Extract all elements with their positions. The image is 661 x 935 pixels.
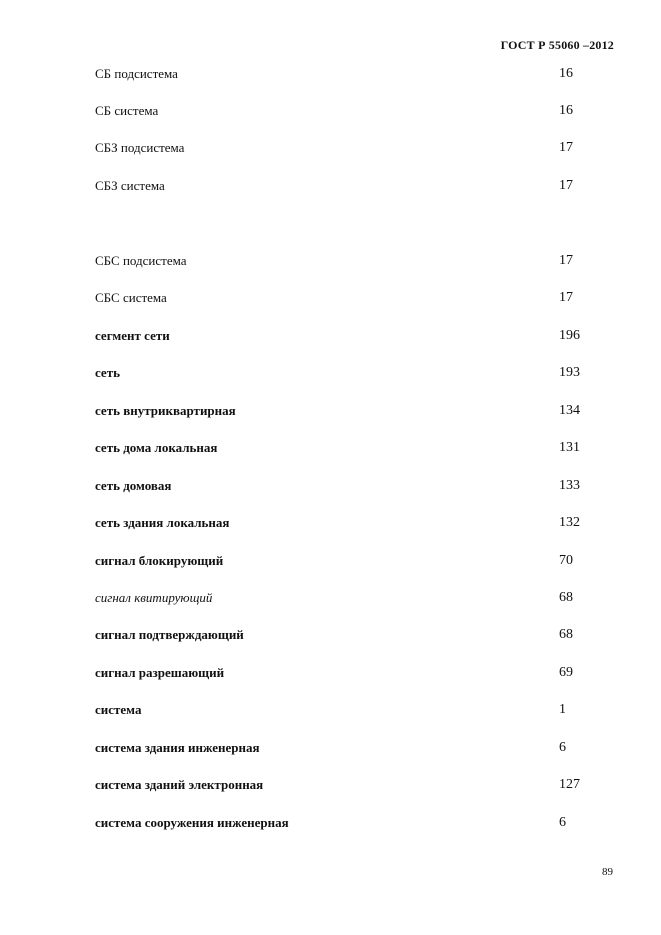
- index-term: сигнал блокирующий: [95, 553, 224, 568]
- index-page-number: 132: [559, 515, 580, 530]
- index-page-number: 1: [559, 702, 566, 717]
- index-term: сеть дома локальная: [95, 440, 218, 455]
- index-term: СБЗ подсистема: [95, 140, 185, 155]
- index-entry: [0, 665, 661, 685]
- index-entry: [0, 440, 661, 460]
- index-term: СБ система: [95, 103, 159, 118]
- index-page-number: 17: [559, 140, 573, 155]
- index-term: система зданий электронная: [95, 777, 264, 792]
- index-entry: [0, 66, 661, 86]
- index-entry: [0, 365, 661, 385]
- index-entry: [0, 515, 661, 535]
- index-term: СБЗ система: [95, 178, 165, 193]
- index-term: сеть домовая: [95, 478, 172, 493]
- index-entry: [0, 253, 661, 273]
- index-page-number: 6: [559, 740, 566, 755]
- index-term: сегмент сети: [95, 328, 170, 343]
- index-page-number: 133: [559, 478, 580, 493]
- index-entry: [0, 815, 661, 835]
- index-page-number: 134: [559, 403, 580, 418]
- index-entry: [0, 140, 661, 160]
- index-page-number: 68: [559, 590, 573, 605]
- document-header: ГОСТ Р 55060 –2012: [500, 38, 614, 52]
- page-number: 89: [602, 866, 613, 878]
- index-page-number: 16: [559, 66, 573, 81]
- index-page-number: 17: [559, 253, 573, 268]
- index-page-number: 193: [559, 365, 580, 380]
- index-entry: [0, 290, 661, 310]
- index-page-number: 196: [559, 328, 580, 343]
- index-entry: [0, 178, 661, 198]
- index-term: СБ подсистема: [95, 66, 178, 81]
- index-page-number: 127: [559, 777, 580, 792]
- index-term: сеть: [95, 365, 120, 380]
- index-term: система сооружения инженерная: [95, 815, 289, 830]
- index-entry: [0, 702, 661, 722]
- index-term: сигнал разрешающий: [95, 665, 225, 680]
- index-page-number: 17: [559, 290, 573, 305]
- index-term: сеть здания локальная: [95, 515, 230, 530]
- index-term: сигнал квитирующий: [95, 590, 213, 605]
- index-term: сигнал подтверждающий: [95, 627, 244, 642]
- index-entry: [0, 103, 661, 123]
- index-page-number: 16: [559, 103, 573, 118]
- index-entry: [0, 740, 661, 760]
- index-page-number: 17: [559, 178, 573, 193]
- index-page-number: 69: [559, 665, 573, 680]
- index-page-number: 6: [559, 815, 566, 830]
- index-entry: [0, 590, 661, 610]
- index-entry: [0, 777, 661, 797]
- index-term: система здания инженерная: [95, 740, 260, 755]
- index-entry: [0, 328, 661, 348]
- index-term: СБС подсистема: [95, 253, 187, 268]
- index-page-number: 68: [559, 627, 573, 642]
- index-page-number: 131: [559, 440, 580, 455]
- index-term: сеть внутриквартирная: [95, 403, 236, 418]
- index-page-number: 70: [559, 553, 573, 568]
- index-entry: [0, 403, 661, 423]
- index-term: система: [95, 702, 142, 717]
- index-term: СБС система: [95, 290, 167, 305]
- index-entry: [0, 553, 661, 573]
- index-entry: [0, 627, 661, 647]
- index-entry: [0, 478, 661, 498]
